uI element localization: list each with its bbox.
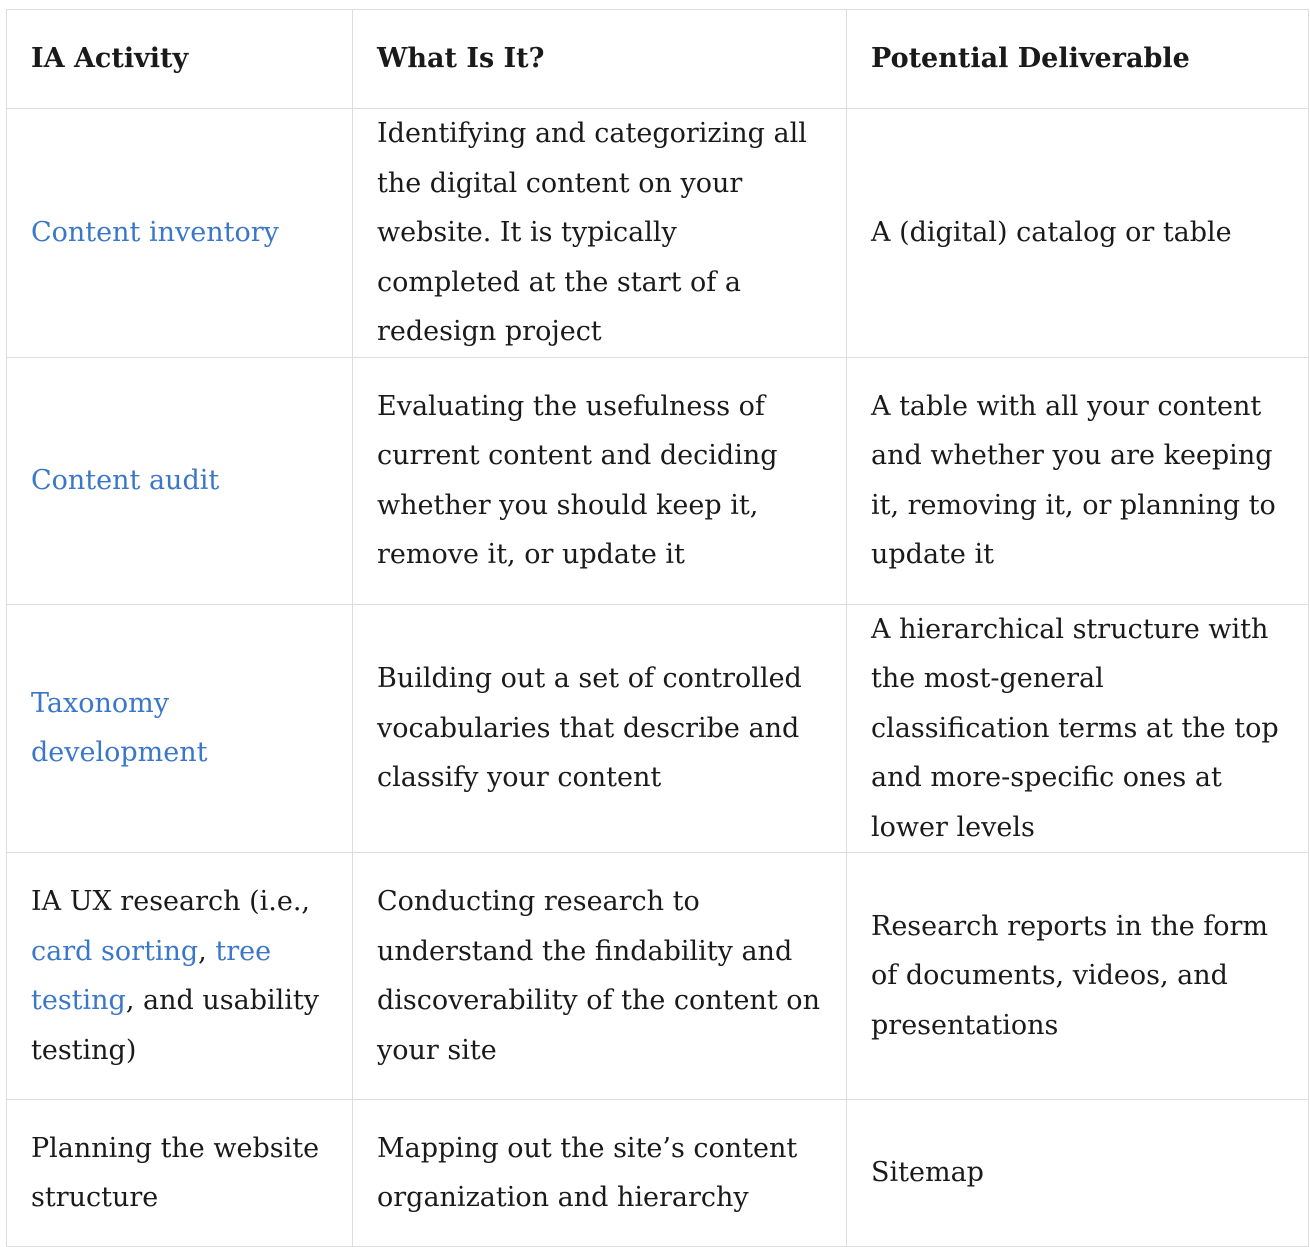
description-cell: Identifying and categorizing all the digital content on your website. It is typically completed at the start of a redesign project: [353, 109, 847, 358]
header-ia-activity: IA Activity: [7, 10, 353, 109]
deliverable-cell: Research reports in the form of documents, videos, and presentations: [847, 853, 1309, 1100]
table-row: [7, 357, 1309, 604]
activity-text: Planning the website structure: [31, 1132, 320, 1213]
table-row: [7, 109, 1309, 358]
activity-cell: [7, 1100, 353, 1247]
activity-cell: [7, 604, 353, 853]
table-header-row: [7, 10, 1309, 109]
activity-cell: [7, 109, 353, 358]
deliverable-cell: A (digital) catalog or table: [847, 109, 1309, 358]
content-audit-link[interactable]: Content audit: [31, 464, 220, 496]
activity-cell: [7, 357, 353, 604]
activity-text: ,: [198, 935, 216, 967]
tree-testing-link[interactable]: tree testing: [31, 935, 272, 1016]
activity-text: , and usability testing): [31, 985, 319, 1066]
header-what-is-it: What Is It?: [353, 10, 847, 109]
activity-cell: [7, 853, 353, 1100]
taxonomy-development-link[interactable]: Taxonomy development: [31, 687, 208, 769]
description-cell: Building out a set of controlled vocabularies that describe and classify your content: [353, 604, 847, 853]
deliverable-cell: Sitemap: [847, 1100, 1309, 1247]
description-cell: Evaluating the usefulness of current content and deciding whether you should keep it, remove it, or update it: [353, 357, 847, 604]
table-row: [7, 604, 1309, 853]
header-potential-deliverable: Potential Deliverable: [847, 10, 1309, 109]
deliverable-cell: A hierarchical structure with the most-general classification terms at the top and more-specific ones at lower levels: [847, 604, 1309, 853]
activity-text: IA UX research (i.e.,: [31, 886, 311, 917]
content-inventory-link[interactable]: Content inventory: [31, 217, 279, 248]
table-row: [7, 853, 1309, 1100]
card-sorting-link[interactable]: card sorting: [31, 935, 199, 967]
deliverable-cell: A table with all your content and whether you are keeping it, removing it, or planning to update it: [847, 357, 1309, 604]
description-cell: Conducting research to understand the findability and discoverability of the content on your site: [353, 853, 847, 1100]
ia-activities-table: [6, 9, 1309, 1247]
table-row: [7, 1100, 1309, 1247]
description-cell: Mapping out the site’s content organization and hierarchy: [353, 1100, 847, 1247]
